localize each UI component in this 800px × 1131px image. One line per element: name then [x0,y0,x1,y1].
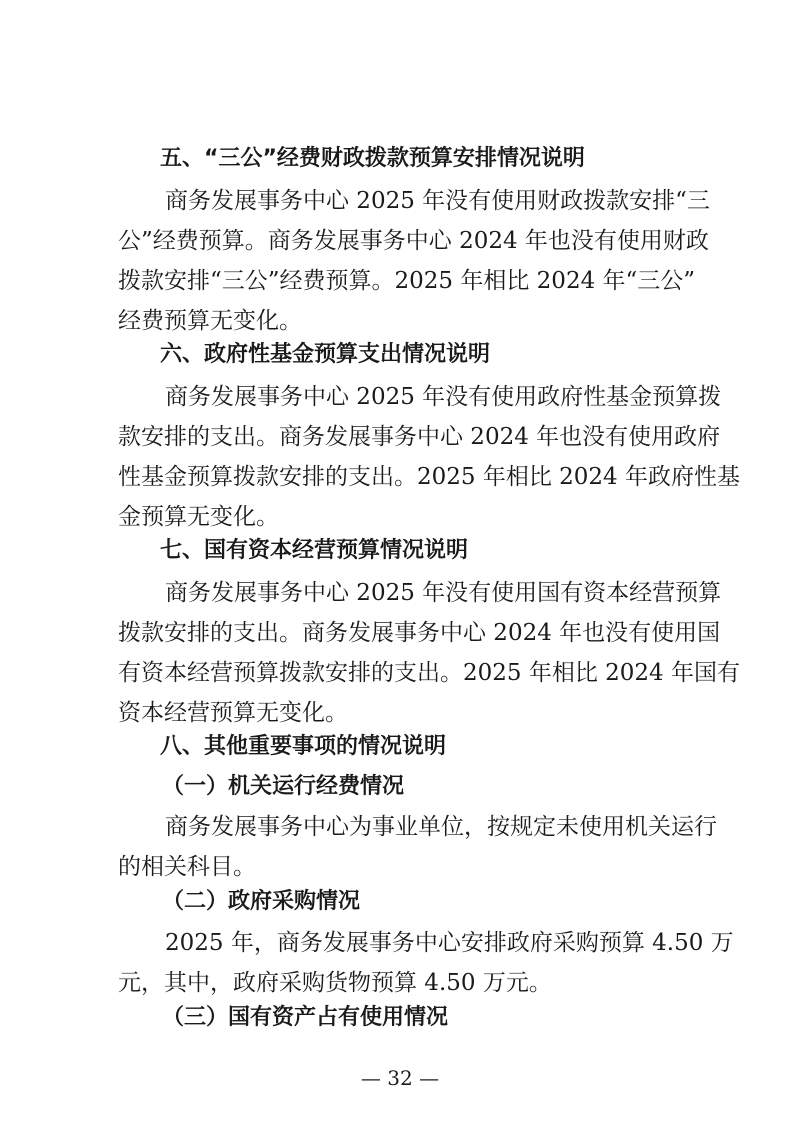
paragraph-line: 公”经费预算。商务发展事务中心 2024 年也没有使用财政 [118,228,709,254]
page-number: — 32 — [360,1066,440,1090]
paragraph-line: 拨款安排“三公”经费预算。2025 年相比 2024 年“三公” [118,268,696,294]
paragraph-line: 有资本经营预算拨款安排的支出。2025 年相比 2024 年国有 [118,660,740,686]
paragraph-line: 商务发展事务中心 2025 年没有使用财政拨款安排“三 [165,188,710,214]
paragraph-line: 商务发展事务中心为事业单位，按规定未使用机关运行 [165,814,717,840]
subsection-heading-3: （三）国有资产占有使用情况 [162,1005,449,1030]
paragraph-line: 资本经营预算无变化。 [118,700,348,726]
subsection-heading-1: （一）机关运行经费情况 [162,774,405,799]
paragraph-line: 性基金预算拨款安排的支出。2025 年相比 2024 年政府性基 [118,464,740,490]
paragraph-line: 款安排的支出。商务发展事务中心 2024 年也没有使用政府 [118,424,721,450]
paragraph-line: 经费预算无变化。 [118,308,302,334]
paragraph-line: 2025 年，商务发展事务中心安排政府采购预算 4.50 万 [165,930,734,956]
section-heading-8: 八、其他重要事项的情况说明 [160,734,447,759]
paragraph-line: 的相关科目。 [118,854,256,880]
paragraph-line: 元，其中，政府采购货物预算 4.50 万元。 [118,970,552,996]
paragraph-line: 金预算无变化。 [118,504,279,530]
section-heading-6: 六、政府性基金预算支出情况说明 [160,342,491,367]
subsection-heading-2: （二）政府采购情况 [162,889,361,914]
paragraph-line: 商务发展事务中心 2025 年没有使用国有资本经营预算 [165,580,722,606]
paragraph-line: 拨款安排的支出。商务发展事务中心 2024 年也没有使用国 [118,620,721,646]
section-heading-5: 五、“三公”经费财政拨款预算安排情况说明 [160,146,585,171]
section-heading-7: 七、国有资本经营预算情况说明 [160,538,469,563]
paragraph-line: 商务发展事务中心 2025 年没有使用政府性基金预算拨 [165,384,722,410]
